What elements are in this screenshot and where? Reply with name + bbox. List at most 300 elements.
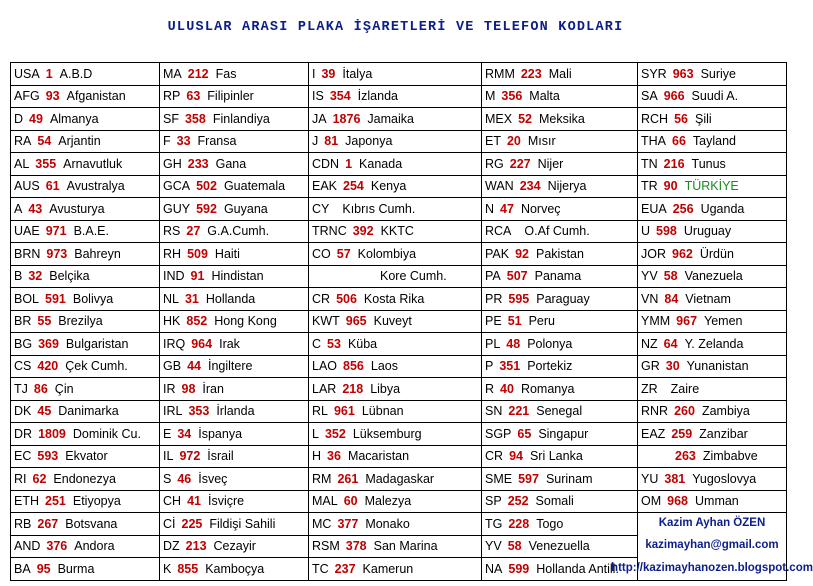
phone-code: 965 xyxy=(345,314,367,329)
plate-code: JOR xyxy=(641,246,666,261)
plate-code: PAK xyxy=(485,246,510,261)
phone-code: 351 xyxy=(499,359,521,374)
table-row xyxy=(11,288,787,311)
country-name: Afganistan xyxy=(66,89,126,104)
plate-code: IRQ xyxy=(163,336,186,351)
country-entry xyxy=(482,153,637,175)
country-entry xyxy=(309,536,481,558)
country-name: Ekvator xyxy=(65,449,108,464)
country-name: Guyana xyxy=(223,201,268,216)
country-entry xyxy=(309,131,481,153)
country-entry xyxy=(638,491,786,513)
plate-code: RI xyxy=(14,471,27,486)
country-name: Somali xyxy=(535,494,574,509)
country-name: Avustralya xyxy=(66,179,125,194)
country-name: Danimarka xyxy=(58,404,119,419)
country-entry xyxy=(160,311,308,333)
plate-code: YV xyxy=(485,539,502,554)
phone-code: 98 xyxy=(181,381,196,396)
phone-code: 84 xyxy=(664,291,679,306)
phone-code: 227 xyxy=(509,156,531,171)
plate-code: RS xyxy=(163,224,181,239)
country-cell xyxy=(638,468,787,491)
country-cell xyxy=(638,220,787,243)
country-entry xyxy=(309,401,481,423)
plate-code: AND xyxy=(14,539,41,554)
country-cell xyxy=(638,355,787,378)
country-entry xyxy=(482,468,637,490)
country-name: İran xyxy=(202,381,224,396)
country-entry xyxy=(482,288,637,310)
country-cell xyxy=(482,423,638,446)
plate-code: BA xyxy=(14,561,31,576)
plate-code: TJ xyxy=(14,381,28,396)
plate-code: P xyxy=(485,359,494,374)
country-cell xyxy=(160,423,309,446)
country-cell xyxy=(160,310,309,333)
plate-code: ZR xyxy=(641,381,658,396)
country-entry xyxy=(638,378,786,400)
country-entry xyxy=(160,356,308,378)
country-cell xyxy=(638,400,787,423)
plate-code: D xyxy=(14,111,24,126)
country-cell xyxy=(11,333,160,356)
country-name: Hollanda xyxy=(205,291,256,306)
phone-code: 39 xyxy=(321,66,336,81)
country-cell xyxy=(638,423,787,446)
country-name: Madagaskar xyxy=(365,471,435,486)
table-row xyxy=(11,445,787,468)
country-cell xyxy=(482,85,638,108)
plate-code: LAR xyxy=(312,381,337,396)
country-name: Burma xyxy=(57,561,95,576)
phone-code: 81 xyxy=(324,134,339,149)
country-entry xyxy=(482,491,637,513)
country-name: Portekiz xyxy=(527,359,573,374)
plate-code: RB xyxy=(14,516,32,531)
country-entry xyxy=(638,446,786,468)
table-row xyxy=(11,423,787,446)
country-name: İsveç xyxy=(198,471,228,486)
country-entry xyxy=(638,266,786,288)
plate-code: IRL xyxy=(163,404,183,419)
country-name: Zimbabve xyxy=(702,449,758,464)
table-row xyxy=(11,378,787,401)
phone-code: 376 xyxy=(46,539,68,554)
country-name: Guatemala xyxy=(223,179,286,194)
phone-code: 352 xyxy=(324,426,346,441)
phone-code: 599 xyxy=(508,561,530,576)
country-name: Umman xyxy=(695,494,739,509)
country-cell xyxy=(482,108,638,131)
plate-code: RH xyxy=(163,246,182,261)
country-cell xyxy=(11,63,160,86)
credit-blog: http://kazimayhanozen.blogspot.com xyxy=(611,561,813,574)
country-cell xyxy=(482,490,638,513)
country-name: Bahreyn xyxy=(74,246,121,261)
country-cell xyxy=(160,265,309,288)
country-cell xyxy=(638,175,787,198)
country-cell xyxy=(638,265,787,288)
country-entry xyxy=(309,423,481,445)
country-name: Venezuella xyxy=(528,539,590,554)
phone-code: 36 xyxy=(327,449,341,464)
country-cell xyxy=(11,175,160,198)
phone-code: 261 xyxy=(337,471,359,486)
phone-code: 381 xyxy=(664,471,686,486)
country-entry xyxy=(638,221,786,243)
country-cell xyxy=(160,490,309,513)
plate-code: B xyxy=(14,269,23,284)
table-row xyxy=(11,198,787,221)
country-cell xyxy=(160,175,309,198)
country-cell xyxy=(11,130,160,153)
country-name: Çin xyxy=(54,381,74,396)
country-name: Lübnan xyxy=(361,404,404,419)
country-cell xyxy=(11,220,160,243)
country-name: Kore Cumh. xyxy=(380,269,447,284)
country-name: Bulgaristan xyxy=(65,336,129,351)
plate-code: BG xyxy=(14,336,33,351)
country-cell xyxy=(11,423,160,446)
country-cell xyxy=(11,355,160,378)
country-cell xyxy=(160,130,309,153)
country-name: Kenya xyxy=(370,179,407,194)
phone-code: 509 xyxy=(187,246,208,261)
plate-code: NZ xyxy=(641,336,658,351)
country-entry xyxy=(160,131,308,153)
country-cell xyxy=(482,535,638,558)
country-name: Almanya xyxy=(49,111,99,126)
plate-code: BRN xyxy=(14,246,41,261)
country-entry xyxy=(11,401,159,423)
plate-code: GR xyxy=(641,359,660,374)
phone-code: 962 xyxy=(672,246,693,261)
country-entry xyxy=(309,558,481,580)
country-cell xyxy=(11,310,160,333)
country-name: Avusturya xyxy=(49,201,105,216)
phone-code: 57 xyxy=(336,246,351,261)
country-name: Arnavutluk xyxy=(63,156,123,171)
country-entry xyxy=(309,356,481,378)
table-row xyxy=(11,243,787,266)
plate-code: A xyxy=(14,201,23,216)
plate-code: R xyxy=(485,381,495,396)
phone-code: 33 xyxy=(176,134,191,149)
country-name: İsrail xyxy=(207,449,234,464)
country-entry xyxy=(309,243,481,265)
country-entry xyxy=(160,468,308,490)
country-cell xyxy=(11,400,160,423)
phone-code: 1 xyxy=(45,66,53,81)
country-entry xyxy=(638,131,786,153)
country-entry xyxy=(160,513,308,535)
country-entry xyxy=(11,536,159,558)
plate-code: H xyxy=(312,449,322,464)
table-row xyxy=(11,175,787,198)
country-cell xyxy=(638,445,787,468)
country-name: Uganda xyxy=(700,201,745,216)
country-cell xyxy=(309,130,482,153)
plate-code: DK xyxy=(14,404,32,419)
country-entry xyxy=(482,356,637,378)
country-cell xyxy=(482,355,638,378)
table-row xyxy=(11,63,787,86)
plate-code: EAK xyxy=(312,179,338,194)
phone-code: 52 xyxy=(518,111,532,126)
country-entry xyxy=(309,513,481,535)
country-name: Jamaika xyxy=(367,111,414,126)
plate-code: GCA xyxy=(163,179,191,194)
country-entry xyxy=(638,108,786,130)
plate-code: NA xyxy=(485,561,503,576)
plate-code: BOL xyxy=(14,291,40,306)
country-entry xyxy=(638,153,786,175)
plate-code: CO xyxy=(312,246,331,261)
country-entry xyxy=(638,401,786,423)
country-name: Kuveyt xyxy=(373,314,412,329)
plate-code: AUS xyxy=(14,179,40,194)
phone-code: 63 xyxy=(186,89,201,104)
phone-code: 377 xyxy=(337,516,359,531)
plate-code: GH xyxy=(163,156,182,171)
country-name: Nijerya xyxy=(547,179,587,194)
table-row xyxy=(11,333,787,356)
country-cell xyxy=(482,63,638,86)
plate-code: RNR xyxy=(641,404,669,419)
plate-code: MA xyxy=(163,66,182,81)
country-cell xyxy=(160,220,309,243)
country-name: Hollanda Antill. xyxy=(536,561,619,576)
phone-code: 32 xyxy=(28,269,43,284)
country-name: Senegal xyxy=(536,404,583,419)
phone-code: 225 xyxy=(181,516,203,531)
phone-code: 40 xyxy=(500,381,514,396)
phone-code: 592 xyxy=(196,201,217,216)
phone-code: 378 xyxy=(345,539,367,554)
country-name: Lüksemburg xyxy=(352,426,422,441)
country-entry xyxy=(11,63,159,85)
phone-code: 597 xyxy=(518,471,539,486)
plate-code: SN xyxy=(485,404,503,419)
country-cell xyxy=(309,445,482,468)
country-cell xyxy=(309,468,482,491)
country-entry xyxy=(309,221,481,243)
country-entry xyxy=(482,266,637,288)
country-name: Togo xyxy=(536,516,564,531)
country-entry xyxy=(482,131,637,153)
phone-code: 237 xyxy=(334,561,356,576)
phone-code: 93 xyxy=(45,89,60,104)
country-cell xyxy=(11,513,160,536)
phone-code: 356 xyxy=(501,89,523,104)
plate-code: RMM xyxy=(485,66,515,81)
country-entry xyxy=(11,86,159,108)
country-name: Malezya xyxy=(364,494,412,509)
country-cell xyxy=(11,535,160,558)
country-name: Libya xyxy=(370,381,401,396)
country-entry xyxy=(160,401,308,423)
plate-code: IS xyxy=(312,89,324,104)
country-name: Tayland xyxy=(692,134,736,149)
country-cell xyxy=(482,310,638,333)
plate-code: UAE xyxy=(14,224,40,239)
country-cell xyxy=(160,513,309,536)
plate-code: CR xyxy=(485,449,504,464)
country-cell xyxy=(11,85,160,108)
plate-code: EUA xyxy=(641,201,667,216)
plate-code: ETH xyxy=(14,494,39,509)
plate-code: J xyxy=(312,134,319,149)
country-cell xyxy=(309,535,482,558)
country-cell xyxy=(638,108,787,131)
country-entry xyxy=(160,86,308,108)
country-cell xyxy=(638,243,787,266)
plate-code: ET xyxy=(485,134,501,149)
table-row xyxy=(11,468,787,491)
phone-code: 41 xyxy=(187,494,201,509)
plate-code: SGP xyxy=(485,426,512,441)
country-name: Kolombiya xyxy=(357,246,417,261)
country-entry xyxy=(11,333,159,355)
country-name: İngiltere xyxy=(207,359,253,374)
country-cell xyxy=(11,243,160,266)
country-name: Hindistan xyxy=(211,269,264,284)
country-name: Macaristan xyxy=(347,449,410,464)
plate-code: IL xyxy=(163,449,174,464)
plate-code: WAN xyxy=(485,179,514,194)
country-name: O.Af Cumh. xyxy=(524,224,590,239)
phone-code: 1 xyxy=(345,156,353,171)
country-name: Etiyopya xyxy=(72,494,121,509)
phone-code: 506 xyxy=(336,291,357,306)
plate-code: AL xyxy=(14,156,30,171)
plate-code: SP xyxy=(485,494,502,509)
country-cell xyxy=(482,130,638,153)
country-name: Arjantin xyxy=(58,134,101,149)
country-name: Kamboçya xyxy=(205,561,265,576)
plate-code: L xyxy=(312,426,319,441)
country-cell xyxy=(309,175,482,198)
country-cell xyxy=(11,378,160,401)
plate-code: YU xyxy=(641,471,659,486)
plate-code: N xyxy=(485,201,495,216)
phone-code: 353 xyxy=(188,404,210,419)
country-entry xyxy=(160,288,308,310)
country-cell xyxy=(160,153,309,176)
plate-code: USA xyxy=(14,66,40,81)
country-entry xyxy=(160,266,308,288)
country-entry xyxy=(309,266,481,288)
country-entry xyxy=(160,333,308,355)
country-name: Ürdün xyxy=(699,246,734,261)
country-entry xyxy=(11,423,159,445)
table-row xyxy=(11,153,787,176)
country-entry xyxy=(11,446,159,468)
country-name: Dominik Cu. xyxy=(72,426,141,441)
country-entry xyxy=(309,63,481,85)
table-row xyxy=(11,310,787,333)
country-name: Andora xyxy=(74,539,115,554)
phone-code: 86 xyxy=(33,381,48,396)
country-cell xyxy=(638,378,787,401)
country-name: Sri Lanka xyxy=(529,449,583,464)
country-entry xyxy=(309,311,481,333)
country-name: Romanya xyxy=(520,381,575,396)
country-name: Y. Zelanda xyxy=(684,336,744,351)
country-entry xyxy=(309,288,481,310)
country-name: Irak xyxy=(219,336,240,351)
country-cell xyxy=(160,85,309,108)
country-cell xyxy=(482,333,638,356)
country-cell xyxy=(160,198,309,221)
plate-code: S xyxy=(163,471,172,486)
phone-code: 46 xyxy=(177,471,192,486)
phone-code: 967 xyxy=(676,314,698,329)
phone-code: 48 xyxy=(506,336,521,351)
country-cell xyxy=(309,63,482,86)
country-entry xyxy=(11,356,159,378)
country-cell xyxy=(160,535,309,558)
country-name: Tunus xyxy=(691,156,726,171)
country-cell xyxy=(482,445,638,468)
country-entry xyxy=(309,153,481,175)
country-entry xyxy=(11,108,159,130)
country-name: KKTC xyxy=(380,224,414,239)
phone-code: 259 xyxy=(671,426,693,441)
plate-code: SME xyxy=(485,471,513,486)
plate-code: CY xyxy=(312,201,330,216)
country-cell xyxy=(11,153,160,176)
plate-code: SA xyxy=(641,89,658,104)
plate-code: DR xyxy=(14,426,33,441)
country-entry xyxy=(11,243,159,265)
country-cell xyxy=(309,423,482,446)
plate-code: K xyxy=(163,561,172,576)
country-entry xyxy=(482,63,637,85)
country-entry xyxy=(482,536,637,558)
plate-code: PR xyxy=(485,291,503,306)
plate-code: CS xyxy=(14,359,32,374)
plate-code: RG xyxy=(485,156,504,171)
phone-code: 65 xyxy=(517,426,532,441)
table-row xyxy=(11,130,787,153)
phone-code: 961 xyxy=(333,404,355,419)
country-entry xyxy=(482,176,637,198)
plate-code: TC xyxy=(312,561,329,576)
plate-code: HK xyxy=(163,314,181,329)
table-row xyxy=(11,85,787,108)
phone-code: 49 xyxy=(29,111,43,126)
country-entry xyxy=(309,446,481,468)
table-row xyxy=(11,400,787,423)
phone-code: 1876 xyxy=(332,111,361,126)
table-row xyxy=(11,513,787,536)
country-entry xyxy=(11,288,159,310)
plate-code: TRNC xyxy=(312,224,347,239)
country-name: İsviçre xyxy=(207,494,245,509)
country-cell xyxy=(309,378,482,401)
plate-code: DZ xyxy=(163,539,180,554)
country-name: Finlandiya xyxy=(212,111,270,126)
country-name: TÜRKİYE xyxy=(684,179,739,194)
country-entry xyxy=(11,131,159,153)
credit-cell xyxy=(611,513,813,581)
country-name: Monako xyxy=(365,516,410,531)
country-name: A.B.D xyxy=(59,66,93,81)
plate-code: CR xyxy=(312,291,331,306)
country-cell xyxy=(160,288,309,311)
